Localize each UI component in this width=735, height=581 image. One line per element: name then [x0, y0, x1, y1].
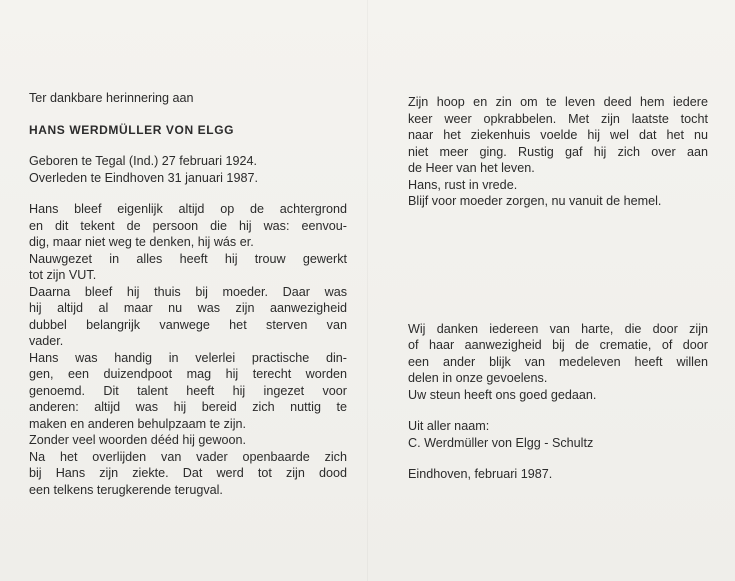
- closing-line: Hans, rust in vrede.: [408, 177, 518, 192]
- fold-line: [367, 0, 368, 581]
- signatory-name: C. Werdmüller von Elgg - Schultz: [408, 435, 594, 450]
- closing-line: niet meer ging. Rustig gaf hij zich over aan: [408, 144, 708, 159]
- bio-line: gen, een duizendpoot mag hij terecht worden: [29, 367, 347, 381]
- bio-line: een telkens terugkerende terugval.: [29, 482, 223, 497]
- bio-line: bij Hans zijn ziekte. Dat werd tot zijn dood: [29, 466, 347, 480]
- bio-line: Zonder veel woorden dééd hij gewoon.: [29, 433, 247, 447]
- bio-line: hij altijd al maar nu was zijn aanwezigheid: [29, 301, 347, 315]
- bio-line: Na het overlijden van vader openbaarde zich: [29, 449, 347, 464]
- closing-line: de Heer van het leven.: [408, 161, 535, 175]
- bio-line: dig, maar niet weg te denken, hij wás er.: [29, 235, 254, 249]
- biography: [29, 201, 347, 498]
- right-panel: [408, 94, 708, 483]
- closing-line: Blijf voor moeder zorgen, nu vanuit de hemel.: [408, 194, 662, 208]
- thanks-line: delen in onze gevoelens.: [408, 371, 548, 385]
- thanks-paragraph: [408, 321, 708, 404]
- thanks-line: een ander blijk van medeleven heeft willen: [408, 354, 708, 369]
- bio-line: en dit tekent de persoon die hij was: eenvou-: [29, 218, 347, 233]
- thanks-line: Uw steun heeft ons goed gedaan.: [408, 387, 597, 402]
- closing-paragraph: [408, 94, 708, 210]
- thanks-line: of haar aanwezigheid bij de crematie, of door: [408, 338, 708, 352]
- bio-line: Hans was handig in velerlei practische din-: [29, 350, 347, 365]
- closing-line: naar het ziekenhuis voelde hij wel dat het nu: [408, 128, 708, 142]
- bio-line: genoemd. Dit talent heeft hij ingezet voor: [29, 383, 347, 398]
- bio-line: Daarna bleef hij thuis bij moeder. Daar was: [29, 284, 347, 299]
- deceased-name: HANS WERDMÜLLER VON ELGG: [29, 122, 235, 137]
- intro-text: Ter dankbare herinnering aan: [29, 91, 194, 105]
- bio-line: anderen: altijd was hij bereid zich nuttig te: [29, 400, 347, 414]
- bio-line: dubbel belangrijk vanwege het sterven van: [29, 317, 347, 332]
- closing-line: keer weer opkrabbelen. Met zijn laatste tocht: [408, 111, 708, 126]
- left-panel: [29, 90, 347, 498]
- bio-line: maken en anderen behulpzaam te zijn.: [29, 416, 247, 431]
- sign-intro: Uit aller naam:: [408, 419, 490, 433]
- birth-line: Geboren te Tegal (Ind.) 27 februari 1924.: [29, 154, 258, 168]
- bio-line: Hans bleef eigenlijk altijd op de achtergrond: [29, 202, 347, 216]
- thanks-line: Wij danken iedereen van harte, die door zijn: [408, 321, 708, 336]
- bio-line: vader.: [29, 334, 64, 348]
- place-date: Eindhoven, februari 1987.: [408, 467, 553, 481]
- bio-line: tot zijn VUT.: [29, 268, 97, 282]
- closing-line: Zijn hoop en zin om te leven deed hem iedere: [408, 95, 708, 109]
- death-line: Overleden te Eindhoven 31 januari 1987.: [29, 170, 258, 185]
- bio-line: Nauwgezet in alles heeft hij trouw gewerkt: [29, 251, 347, 266]
